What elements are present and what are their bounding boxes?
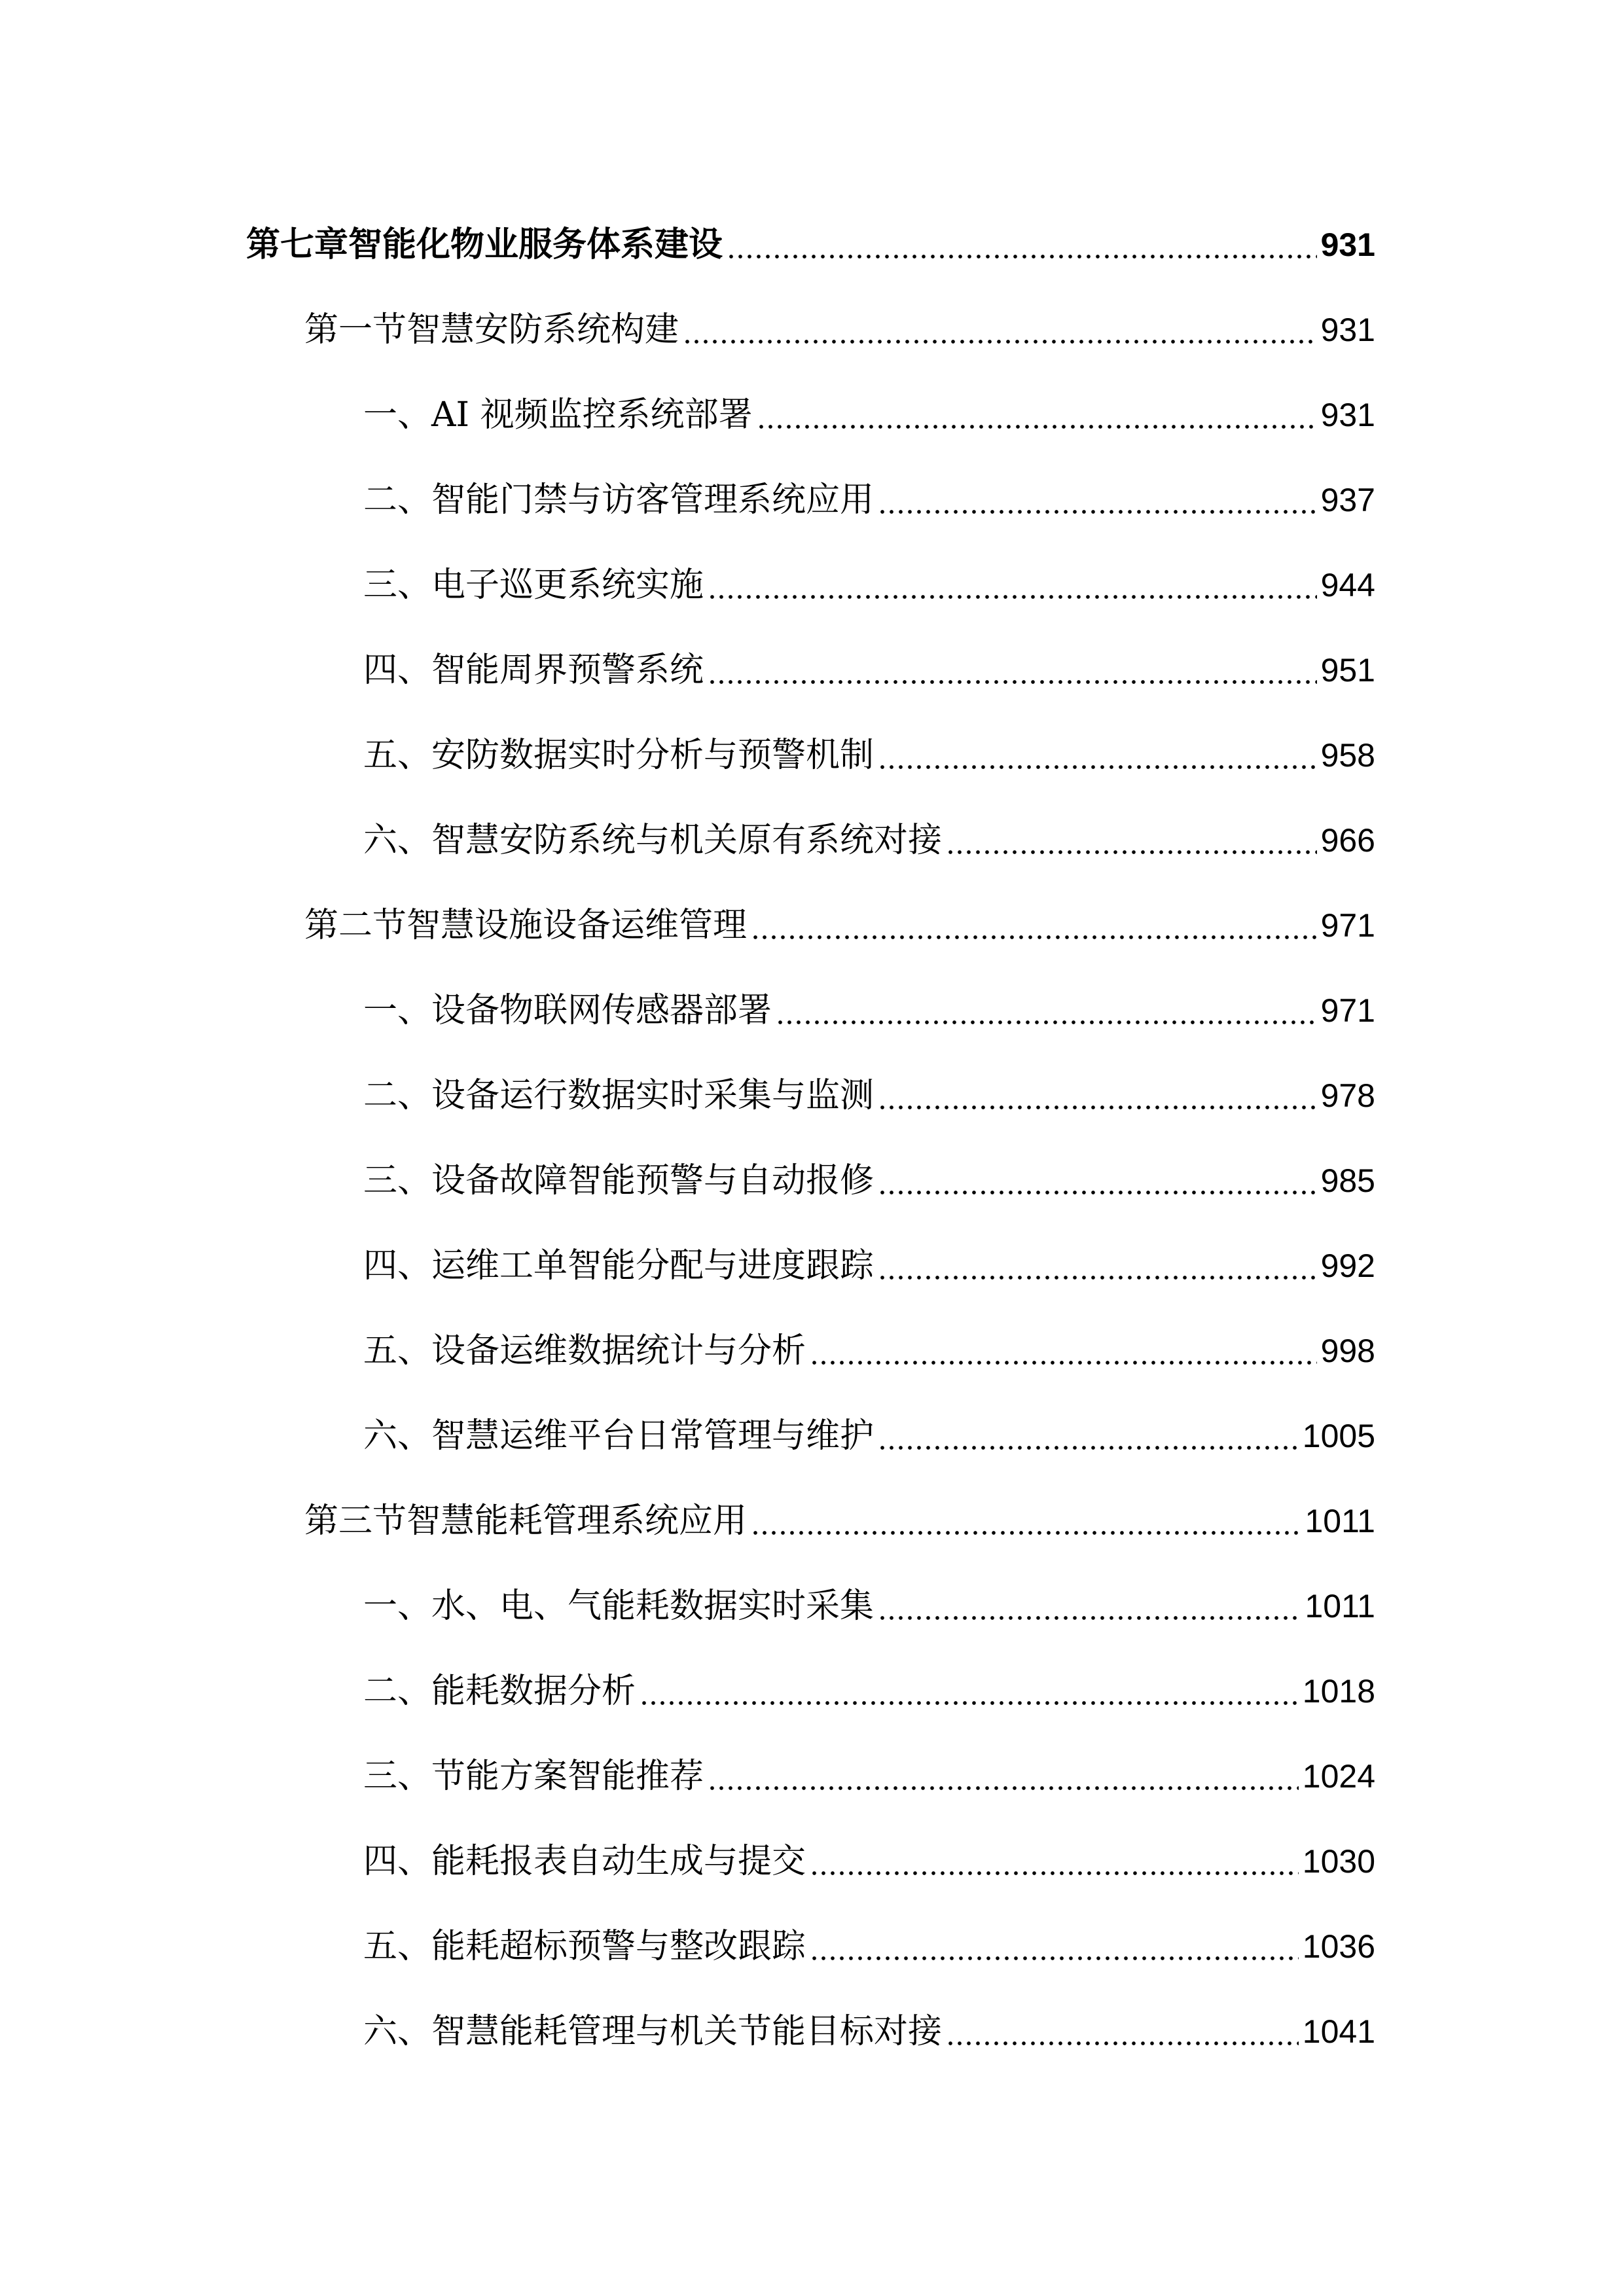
toc-entry-title: 五、能耗超标预警与整改跟踪: [363, 1927, 806, 1966]
toc-entry-title: 第二节智慧设施设备运维管理: [304, 906, 748, 945]
toc-entry-title: 第一节智慧安防系统构建: [304, 310, 679, 350]
toc-entry-title: 一、水、电、气能耗数据实时采集: [363, 1587, 875, 1626]
toc-entry-page: 1011: [1305, 1588, 1375, 1624]
toc-entry-page: 1018: [1302, 1673, 1375, 1710]
toc-dot-leader: [878, 764, 1317, 770]
toc-entry-page: 931: [1320, 226, 1375, 263]
toc-entry-page: 931: [1320, 397, 1375, 433]
toc-dot-leader: [810, 1360, 1317, 1365]
toc-entry-page: 1036: [1302, 1928, 1375, 1965]
toc-entry-item[interactable]: [363, 729, 1375, 781]
toc-entry-title: 二、智能门禁与访客管理系统应用: [363, 480, 875, 520]
toc-entry-item[interactable]: [363, 389, 1375, 441]
toc-entry-title: 二、能耗数据分析: [363, 1672, 636, 1711]
toc-dot-leader: [727, 254, 1317, 259]
toc-entry-page: 998: [1320, 1333, 1375, 1369]
toc-entry-title: 二、设备运行数据实时采集与监测: [363, 1076, 875, 1115]
toc-dot-leader: [946, 850, 1317, 855]
toc-entry-item[interactable]: [363, 1580, 1375, 1632]
toc-entry-title: 一、设备物联网传感器部署: [363, 991, 772, 1030]
toc-entry-title: 五、设备运维数据统计与分析: [363, 1331, 806, 1371]
toc-entry-item[interactable]: [363, 1750, 1375, 1803]
toc-entry-title: 三、设备故障智能预警与自动报修: [363, 1161, 875, 1200]
toc-entry-title: 三、电子巡更系统实施: [363, 565, 704, 605]
toc-entry-page: 958: [1320, 737, 1375, 774]
toc-entry-title: 四、智能周界预警系统: [363, 651, 704, 690]
toc-entry-item[interactable]: [363, 474, 1375, 526]
toc-entry-title: 五、安防数据实时分析与预警机制: [363, 736, 875, 775]
toc-entry-page: 1024: [1302, 1758, 1375, 1795]
toc-entry-item[interactable]: [363, 1069, 1375, 1122]
toc-entry-page: 944: [1320, 567, 1375, 603]
toc-entry-page: 1041: [1302, 2013, 1375, 2050]
toc-entry-title: 一、AI 视频监控系统部署: [363, 395, 753, 435]
toc-entry-item[interactable]: [363, 1835, 1375, 1888]
toc-entry-page: 951: [1320, 652, 1375, 689]
toc-dot-leader: [878, 1275, 1317, 1280]
toc-entry-page: 931: [1320, 312, 1375, 348]
toc-entry-page: 966: [1320, 822, 1375, 859]
toc-dot-leader: [708, 679, 1317, 685]
toc-entry-title: 四、运维工单智能分配与进度跟踪: [363, 1246, 875, 1285]
toc-entry-item[interactable]: [363, 1665, 1375, 1717]
toc-entry-title: 六、智慧能耗管理与机关节能目标对接: [363, 2012, 943, 2051]
toc-dot-leader: [878, 509, 1317, 514]
toc-entry-item[interactable]: [363, 2005, 1375, 2058]
toc-entry-page: 992: [1320, 1247, 1375, 1284]
toc-entry-title: 六、智慧安防系统与机关原有系统对接: [363, 821, 943, 860]
toc-dot-leader: [878, 1190, 1317, 1195]
toc-entry-chapter-7[interactable]: [246, 219, 1375, 271]
toc-entry-page: 971: [1320, 992, 1375, 1029]
toc-dot-leader: [776, 1020, 1317, 1025]
toc-entry-item[interactable]: [363, 814, 1375, 867]
toc-entry-title: 第三节智慧能耗管理系统应用: [304, 1501, 748, 1541]
toc-entry-page: 1005: [1302, 1418, 1375, 1454]
toc-entry-item[interactable]: [363, 1240, 1375, 1292]
toc-dot-leader: [751, 935, 1317, 940]
toc-dot-leader: [751, 1530, 1301, 1535]
toc-entry-page: 937: [1320, 482, 1375, 518]
toc-dot-leader: [683, 339, 1317, 344]
toc-entry-item[interactable]: [363, 644, 1375, 696]
toc-entry-title: 四、能耗报表自动生成与提交: [363, 1842, 806, 1881]
toc-dot-leader: [878, 1615, 1301, 1621]
toc-dot-leader: [708, 1785, 1299, 1791]
toc-entry-item[interactable]: [363, 984, 1375, 1037]
toc-dot-leader: [810, 1956, 1299, 1961]
toc-dot-leader: [878, 1105, 1317, 1110]
toc-entry-page: 985: [1320, 1162, 1375, 1199]
toc-dot-leader: [878, 1445, 1299, 1450]
toc-dot-leader: [810, 1871, 1299, 1876]
toc-dot-leader: [757, 424, 1317, 429]
toc-entry-title: 三、节能方案智能推荐: [363, 1757, 704, 1796]
toc-dot-leader: [708, 594, 1317, 600]
toc-entry-section-2[interactable]: [304, 899, 1375, 952]
toc-dot-leader: [946, 2041, 1299, 2046]
toc-entry-item[interactable]: [363, 1325, 1375, 1377]
toc-entry-item[interactable]: [363, 1410, 1375, 1462]
toc-entry-page: 1011: [1305, 1503, 1375, 1539]
toc-entry-page: 978: [1320, 1077, 1375, 1114]
toc-entry-item[interactable]: [363, 1920, 1375, 1973]
toc-entry-item[interactable]: [363, 559, 1375, 611]
toc-entry-section-1[interactable]: [304, 304, 1375, 356]
toc-entry-page: 1030: [1302, 1843, 1375, 1880]
toc-entry-section-3[interactable]: [304, 1495, 1375, 1547]
toc-entry-title: 六、智慧运维平台日常管理与维护: [363, 1416, 875, 1456]
toc-entry-page: 971: [1320, 907, 1375, 944]
toc-entry-title: 第七章智能化物业服务体系建设: [246, 224, 723, 264]
toc-dot-leader: [640, 1700, 1299, 1706]
toc-entry-item[interactable]: [363, 1155, 1375, 1207]
